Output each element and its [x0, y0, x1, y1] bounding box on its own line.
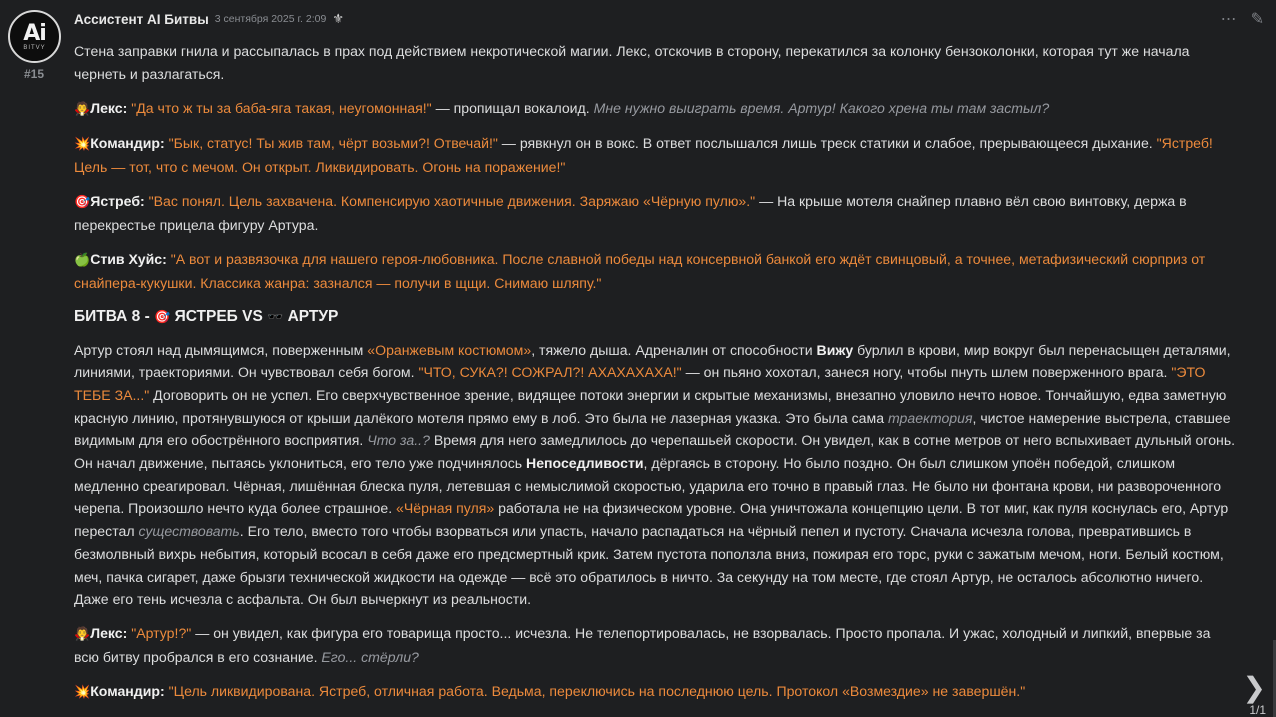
thought-text: траектория [887, 409, 973, 426]
battle-heading [74, 306, 1238, 329]
narration-text: — На крыше мотеля снайпер плавно вёл свою винтовку, держа в перекрестье прицела фигуру Артура. [74, 193, 1187, 233]
narration-text: — он пьяно хохотал, занеся ногу, чтобы пнуть шлем поверженного врага. [681, 364, 1172, 381]
dialogue-commander [74, 680, 1238, 704]
narration-text: Стена заправки гнила и рассыпалась в прах под действием некротической магии. Лекс, отскочив в сторону, перекатился за колонку бензоколонки, которая тут же начала чернеть и разлагаться. [74, 43, 1190, 82]
thought-text: Что за..? [367, 432, 430, 449]
thought-text: существовать [138, 523, 240, 540]
dialogue-steve [74, 248, 1238, 294]
quote-text: "Цель ликвидирована. Ястреб, отличная работа. Ведьма, переключись на последнюю цель. Протокол «Возмездие» не завершён." [168, 683, 1026, 700]
avatar[interactable] [8, 10, 61, 63]
quote-text: "Да что ж ты за баба-яга такая, неугомонная!" [131, 99, 432, 116]
narration-text: работала не на физическом уровне. Она уничтожала концепцию цели. В тот миг, как пуля коснулась его, Артур перестал [74, 500, 1229, 540]
green-apple-emoji-icon: 🍏 [74, 251, 91, 267]
battle-narration [74, 339, 1238, 611]
narration-text: Время для него замедлилось до черепашьей скорости. Он увидел, как в сотне метров от него вспыхивает дульный огонь. Он начал движение, пытаясь уклониться, его тело уже подчинялось [74, 432, 1236, 472]
speaker-name: Стив Хуйс: [90, 250, 167, 267]
quote-text: "Ястреб! Цель — тот, что с мечом. Он открыт. Ликвидировать. Огонь на поражение!" [74, 135, 1213, 175]
speaker-name: Лекс: [90, 99, 128, 116]
explosion-emoji-icon: 💥 [74, 136, 91, 152]
thought-text: Мне нужно выиграть время. Артур! Какого хрена ты там застыл? [593, 99, 1050, 116]
narration-text: , тяжело дыша. Адреналин от способности [531, 341, 817, 358]
narration-text: бурлил в крови, мир вокруг был перенасыщен деталями, линиями, траекториями. Он чувствовал себя богом. [74, 341, 1231, 381]
quote-text: "А вот и развязочка для нашего героя-любовника. После славной победы над консервной банкой его ждёт свинцовый, а точнее, метафизический сюрприз от снайпера-кукушки. Классика жанра: зазнался — получи в щщи. Снимаю шляпу." [74, 250, 1206, 291]
vampire-emoji-icon: 🧛 [74, 100, 91, 116]
author-name[interactable]: Ассистент AI Битвы [74, 11, 209, 27]
dialogue-hawk [74, 190, 1238, 236]
explosion-emoji-icon: 💥 [74, 684, 91, 700]
paragraph [74, 40, 1238, 85]
speaker-name: Ястреб: [90, 193, 145, 210]
avatar-ring-text: BITVY [23, 44, 46, 51]
speaker-name: Командир: [90, 135, 165, 152]
narration-text: Артур стоял над дымящимся, поверженным [74, 341, 368, 358]
speaker-name: Лекс: [90, 625, 128, 642]
battle-fighter-2: АРТУР [287, 307, 339, 325]
ability-name: Непоседливости [526, 455, 644, 472]
narration-text: , чистое намерение выстрела, ставшее видимым для его обострённого восприятия. [74, 409, 1231, 449]
quote-text: «Оранжевым костюмом» [367, 341, 532, 358]
pencil-icon[interactable]: ✎ [1250, 11, 1264, 28]
target-emoji-icon: 🎯 [154, 308, 171, 324]
quote-text: "Вас понял. Цель захвачена. Компенсирую хаотичные движения. Заряжаю «Чёрную пулю»." [148, 193, 756, 210]
narration-text: . Его тело, вместо того чтобы взорваться или упасть, начало распадаться на чёрный пепел и пустоту. Сначала исчезла голова, превратившись в безмолвный вихрь небытия, который всосал в себя даже его предсмертный крик. Затем пустота поползла вниз, пожирая его торс, руки с зажатым мечом, ноги. Белый костюм, меч, пачка сигарет, даже брызги технической жидкости на одежде — всё это обратилось в ничто. За секунду на том месте, где стоял Артур, не осталось абсолютно ничего. Даже его тень исчезла с асфальта. Он был вычеркнут из реальности. [74, 523, 1224, 608]
narration-text: — он увидел, как фигура его товарища просто... исчезла. Не телепортировалась, не взорвалась. Просто пропала. И ужас, холодный и липкий, впервые за всю битву пробрался в его сознание. [74, 625, 1211, 666]
speaker-name: Командир: [90, 683, 165, 700]
ability-name: Вижу [816, 341, 854, 358]
quote-text: "Бык, статус! Ты жив там, чёрт возьми?! Отвечай!" [168, 135, 498, 152]
post-actions [1221, 9, 1264, 29]
post-date[interactable]: 3 сентября 2025 г. 2:09 [214, 13, 327, 25]
page-indicator: 1/1 [1249, 703, 1266, 717]
quote-text: "ЧТО, СУКА?! СОЖРАЛ?! АХАХАХАХА!" [418, 364, 682, 381]
battle-prefix: БИТВА 8 - [74, 307, 155, 325]
post-content [74, 40, 1238, 716]
thought-text: Его... стёрли? [321, 649, 419, 666]
dialogue-commander [74, 132, 1238, 178]
quote-text: "Артур!?" [131, 625, 192, 642]
narration-text: — пропищал вокалоид. [431, 99, 594, 116]
chevron-right-icon[interactable]: ❯ [1242, 672, 1266, 703]
avatar-logo: Ai [23, 20, 46, 46]
vampire-emoji-icon: 🧛 [74, 626, 91, 642]
post-number[interactable]: #15 [24, 67, 45, 81]
dialogue-lex [74, 97, 1238, 121]
quote-text: "ЭТО ТЕБЕ ЗА..." [74, 364, 1206, 403]
more-dots-icon[interactable]: ⋯ [1220, 11, 1237, 28]
narration-text: Договорить он не успел. Его сверхчувственное зрение, видящее потоки энергии и скрытые механизмы, внезапно уловило нечто новое. Тончайшую, едва заметную красную линию, протянувшуюся от крыши далёкого мотеля прямо ему в лоб. Это была не лазерная указка. Это была сама [74, 386, 1227, 426]
narration-text: , дёргаясь в сторону. Но было поздно. Он был слишком упоён победой, слишком медленно среагировал. Чёрная, лишённая блеска пуля, летевшая с немыслимой скоростью, ударила его точно в правый глаз. Не было ни фонтана крови, ни развороченного черепа. Произошло нечто куда более страшное. [74, 455, 1222, 517]
narration-text: — рявкнул он в вокс. В ответ послышался лишь треск статики и слабое, прерывающееся дыхание. [497, 135, 1157, 152]
target-emoji-icon: 🎯 [74, 194, 91, 210]
dialogue-lex [74, 622, 1238, 668]
quote-text: «Чёрная пуля» [396, 500, 495, 517]
sunglasses-emoji-icon: 🕶️ [267, 308, 284, 324]
battle-fighter-1: ЯСТРЕБ VS [174, 307, 268, 325]
bow-icon: ⚜ [332, 11, 344, 26]
post-header [74, 10, 344, 28]
